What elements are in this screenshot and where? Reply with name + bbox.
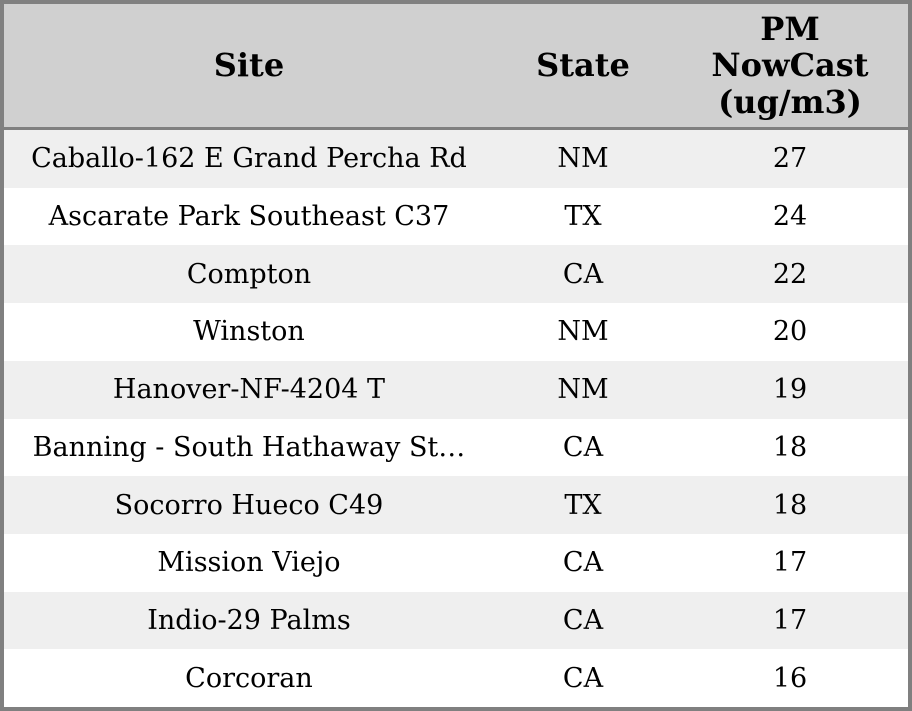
- table-row: [4, 188, 908, 246]
- table-body: [4, 130, 908, 707]
- table-row: [4, 245, 908, 303]
- state-cell: CA: [562, 258, 604, 290]
- pm-value-cell: 27: [772, 143, 808, 175]
- state-cell: CA: [562, 604, 604, 636]
- site-cell: Ascarate Park Southeast C37: [48, 201, 450, 233]
- state-cell: NM: [557, 374, 609, 406]
- pm-value-cell: 18: [772, 431, 808, 463]
- pm-value-cell: 19: [772, 374, 808, 406]
- table-row: [4, 476, 908, 534]
- table-row: [4, 303, 908, 361]
- site-cell: Caballo-162 E Grand Percha Rd: [31, 143, 467, 175]
- pm-value-cell: 16: [772, 662, 808, 694]
- pm-value-cell: 20: [772, 316, 808, 348]
- state-cell: CA: [562, 662, 604, 694]
- column-header-state: State: [536, 47, 630, 84]
- site-cell: Winston: [193, 316, 305, 348]
- pm-value-cell: 24: [772, 201, 808, 233]
- table-row: [4, 130, 908, 188]
- table-row: [4, 534, 908, 592]
- site-cell: Corcoran: [185, 662, 313, 694]
- state-cell: TX: [564, 201, 602, 233]
- column-header-pm-nowcast: [672, 11, 908, 119]
- column-header-site: Site: [213, 47, 285, 84]
- table-row: [4, 419, 908, 477]
- site-cell: Indio-29 Palms: [147, 604, 351, 636]
- table-row: [4, 361, 908, 419]
- state-cell: TX: [564, 489, 602, 521]
- column-header-pm-nowcast-label: PM NowCast (ug/m3): [711, 11, 869, 120]
- site-cell: Socorro Hueco C49: [114, 489, 384, 521]
- table-row: [4, 592, 908, 650]
- pm-value-cell: 17: [772, 547, 808, 579]
- site-cell: Banning - South Hathaway St…: [32, 431, 466, 463]
- state-cell: NM: [557, 143, 609, 175]
- site-cell: Mission Viejo: [157, 547, 341, 579]
- table-row: [4, 649, 908, 707]
- state-cell: CA: [562, 431, 604, 463]
- site-cell: Hanover-NF-4204 T: [112, 374, 386, 406]
- state-cell: CA: [562, 547, 604, 579]
- pm-value-cell: 17: [772, 604, 808, 636]
- pm-value-cell: 22: [772, 258, 808, 290]
- state-cell: NM: [557, 316, 609, 348]
- site-cell: Compton: [186, 258, 312, 290]
- table-header-row: [4, 4, 908, 130]
- pm-value-cell: 18: [772, 489, 808, 521]
